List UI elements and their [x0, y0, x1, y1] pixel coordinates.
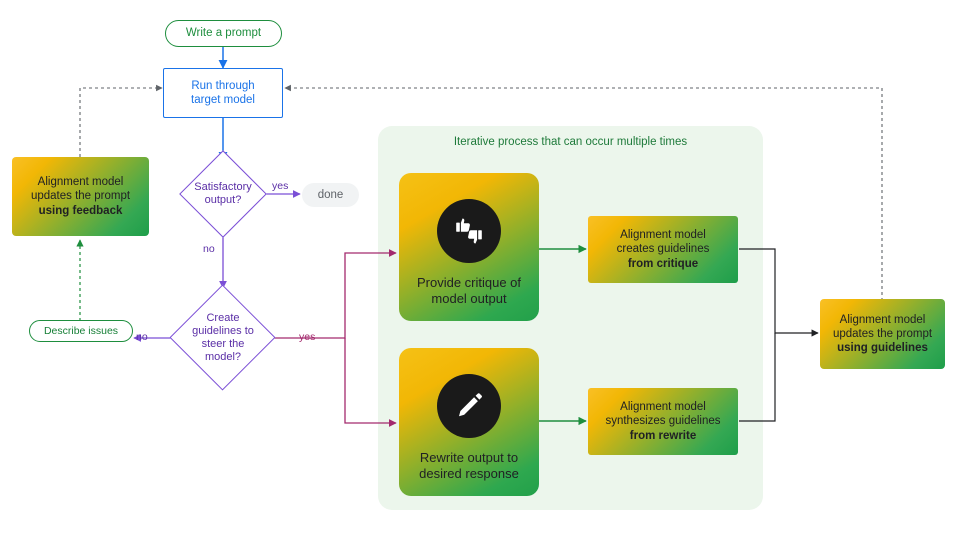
node-run-through-target-model[interactable]: [163, 68, 283, 118]
iterative-process-label: Iterative process that can occur multiple times: [453, 136, 688, 148]
node-decision1-label: [176, 155, 270, 233]
node-critique-caption: [399, 275, 539, 308]
thumbs-up-down-icon: [437, 199, 501, 263]
node-synth-line2: synthesizes guidelines: [605, 415, 721, 428]
node-feedback-line1: Alignment model: [37, 176, 124, 189]
node-run-line1: Run through: [191, 79, 255, 92]
node-rewrite-output[interactable]: [399, 348, 539, 496]
node-provide-critique[interactable]: [399, 173, 539, 321]
node-guidelines-line3: using guidelines: [837, 342, 928, 354]
node-run-line2: target model: [191, 94, 255, 106]
node-creates-guidelines[interactable]: [588, 216, 738, 283]
node-decision1-line2: output?: [204, 194, 242, 206]
node-decision2-label: [170, 285, 276, 391]
node-alignment-updates-prompt-guidelines[interactable]: [820, 299, 945, 369]
node-rewrite-caption: [399, 450, 539, 483]
node-decision2-line3: steer the: [201, 338, 245, 350]
node-satisfactory-output-decision[interactable]: [176, 155, 270, 233]
node-guidelines-line1: Alignment model: [839, 313, 926, 326]
node-done-label: done: [317, 188, 344, 201]
node-rewrite-line2: desired response: [419, 465, 519, 481]
edge-label-yes-2: yes: [299, 331, 316, 343]
edge-label-no-2: no: [136, 331, 148, 343]
node-guidelines-line2: updates the prompt: [832, 327, 933, 340]
node-creates-line2: creates guidelines: [616, 243, 710, 256]
node-decision2-line2: guidelines to: [192, 324, 254, 337]
node-write-a-prompt-label: Write a prompt: [185, 27, 262, 40]
node-feedback-line2: updates the prompt: [30, 190, 131, 203]
node-synthesizes-guidelines[interactable]: [588, 388, 738, 455]
node-decision2-line1: Create: [206, 311, 240, 324]
node-critique-line1: Provide critique of: [416, 274, 522, 290]
node-rewrite-line1: Rewrite output to: [419, 449, 519, 465]
edge-label-no-1: no: [203, 243, 215, 255]
node-synth-line1: Alignment model: [620, 401, 706, 414]
node-create-guidelines-decision[interactable]: [170, 285, 276, 391]
node-feedback-line3: using feedback: [38, 204, 123, 217]
node-alignment-updates-prompt-feedback[interactable]: [12, 157, 149, 236]
node-critique-line2: model output: [431, 290, 507, 306]
node-synth-line3: from rewrite: [629, 429, 697, 442]
node-decision1-line1: Satisfactory: [194, 180, 252, 193]
node-decision2-line4: model?: [204, 351, 242, 364]
node-describe-issues[interactable]: [29, 320, 133, 342]
node-creates-line1: Alignment model: [620, 229, 706, 242]
node-creates-line3: from critique: [627, 257, 699, 270]
edge-label-yes-1: yes: [272, 180, 289, 192]
node-write-a-prompt[interactable]: [165, 20, 282, 47]
pencil-icon: [437, 374, 501, 438]
node-describe-issues-label: Describe issues: [43, 324, 119, 337]
node-done[interactable]: [302, 183, 359, 207]
